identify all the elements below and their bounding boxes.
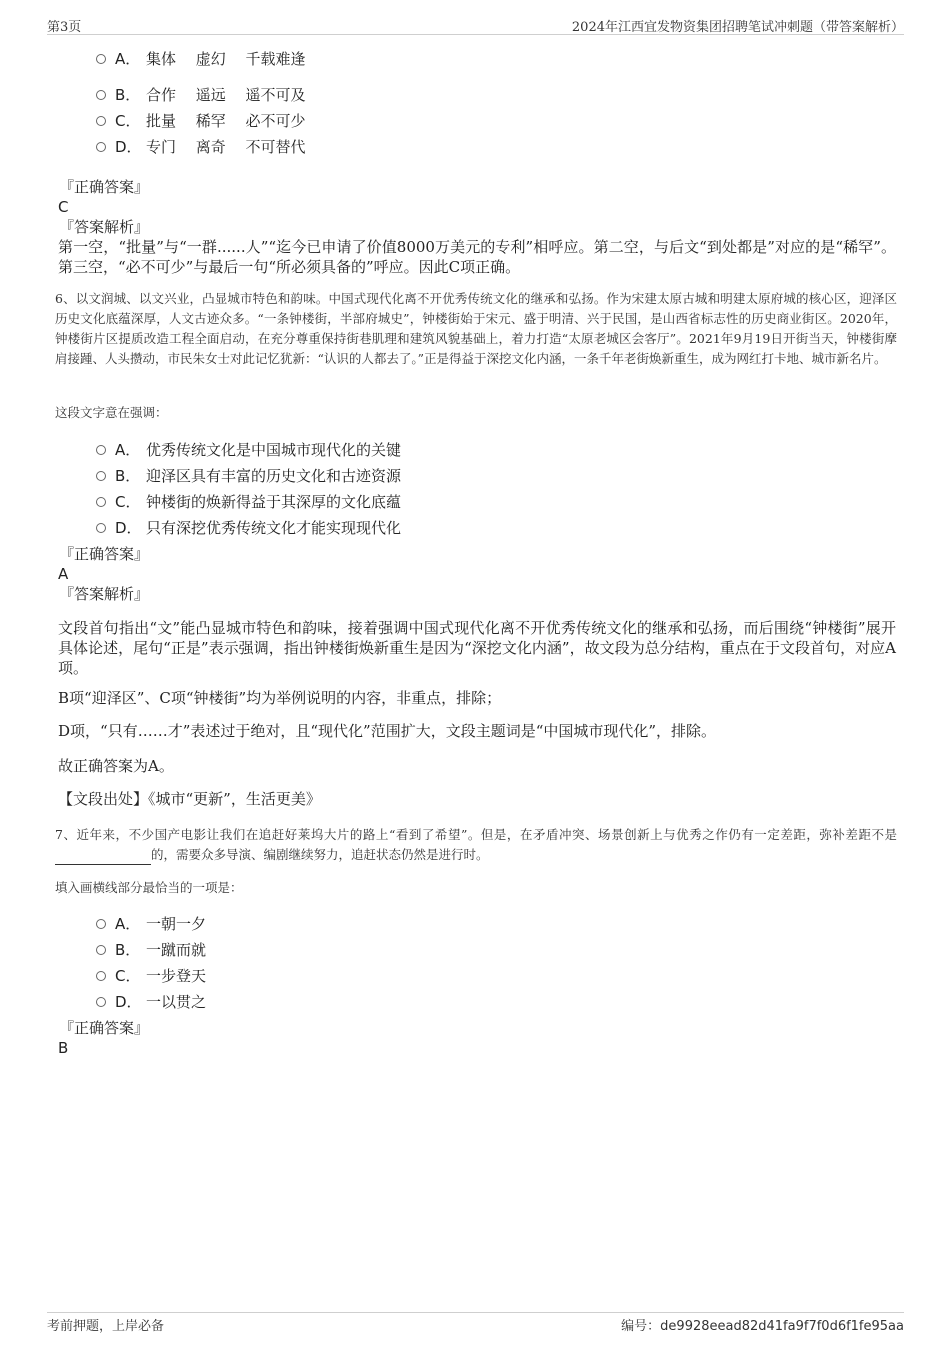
q5-option-b[interactable]: B． 合作 遥远 遥不可及 <box>96 82 306 108</box>
radio-icon[interactable] <box>96 90 106 100</box>
q5-answer: C <box>58 198 69 216</box>
q5-analysis-label: 『答案解析』 <box>59 218 150 236</box>
document-code: 编号：de9928eead82d41fa9f7f0d6f1fe95aa <box>621 1319 904 1334</box>
q7-answer: B <box>58 1039 69 1057</box>
radio-icon[interactable] <box>96 497 106 507</box>
radio-icon[interactable] <box>96 945 106 955</box>
q6-option-c[interactable]: C． 钟楼街的焕新得益于其深厚的文化底蕴 <box>96 489 401 515</box>
q5-answer-label: 『正确答案』 <box>59 178 150 196</box>
radio-icon[interactable] <box>96 919 106 929</box>
q6-stem: 6、以文润城、以文兴业，凸显城市特色和韵味。中国式现代化离不开优秀传统文化的继承和弘扬。作为宋建太原古城和明建太原府城的核心区，迎泽区历史文化底蕴深厚，人文古迹众多。“一条钟楼街，半部府城史”，钟楼街始于宋元、盛于明清、兴于民国，是山西省标志性的历史商业街区。2020年，钟楼街片区提质改造工程全面启动，在充分尊重保持街巷肌理和建筑风貌基础上，着力打造“太原老城区会客厅”。2021年9月19日开街当天，钟楼街摩肩接踵、人头攒动，市民朱女士对此记忆犹新：“认识的人都去了。”正是得益于深挖文化内涵，一条千年老街焕新重生，成为网红打卡地、城市新名片。 <box>55 291 897 366</box>
radio-icon[interactable] <box>96 116 106 126</box>
q7-options <box>96 911 206 1015</box>
q6-prompt: 这段文字意在强调： <box>55 405 168 420</box>
q7-stem: 7、近年来，不少国产电影让我们在追赶好莱坞大片的路上“看到了希望”。但是，在矛盾冲突、场景创新上与优秀之作仍有一定差距，弥补差距不是的，需要众多导演、编剧继续努力，追赶状态仍然是进行时。 <box>55 825 897 865</box>
radio-icon[interactable] <box>96 142 106 152</box>
q6-analysis-paragraph-4: 故正确答案为A。 <box>58 757 174 775</box>
document-title: 2024年江西宜发物资集团招聘笔试冲刺题（带答案解析） <box>571 20 904 35</box>
q6-option-b[interactable]: B． 迎泽区具有丰富的历史文化和古迹资源 <box>96 463 401 489</box>
q5-option-d[interactable]: D． 专门 离奇 不可替代 <box>96 134 306 160</box>
q6-option-d[interactable]: D． 只有深挖优秀传统文化才能实现现代化 <box>96 515 401 541</box>
q6-answer-label: 『正确答案』 <box>59 545 150 563</box>
page-number: 第3页 <box>47 20 82 35</box>
q6-answer: A <box>58 565 69 583</box>
footer-slogan: 考前押题，上岸必备 <box>47 1319 165 1334</box>
radio-icon[interactable] <box>96 471 106 481</box>
q5-analysis: 第一空，“批量”与“一群......人”“迄今已申请了价值8000万美元的专利”相呼应。第二空，与后文“到处都是”对应的是“稀罕”。第三空，“必不可少”与最后一句“所必须具备的”呼应。因此C项正确。 <box>58 238 896 276</box>
fill-blank <box>55 850 151 865</box>
radio-icon[interactable] <box>96 997 106 1007</box>
q7-option-d[interactable]: D． 一以贯之 <box>96 989 206 1015</box>
q5-option-c[interactable]: C． 批量 稀罕 必不可少 <box>96 108 306 134</box>
q5-options-rest <box>96 82 306 160</box>
q6-option-a[interactable]: A． 优秀传统文化是中国城市现代化的关键 <box>96 437 401 463</box>
q6-options <box>96 437 401 541</box>
q6-analysis-paragraph-2: B项“迎泽区”、C项“钟楼街”均为举例说明的内容，非重点，排除； <box>58 689 502 707</box>
q7-answer-label: 『正确答案』 <box>59 1019 150 1037</box>
radio-icon[interactable] <box>96 971 106 981</box>
page-header <box>47 14 904 35</box>
q7-option-b[interactable]: B． 一蹴而就 <box>96 937 206 963</box>
radio-icon[interactable] <box>96 523 106 533</box>
radio-icon[interactable] <box>96 54 106 64</box>
q7-prompt: 填入画横线部分最恰当的一项是： <box>55 880 243 895</box>
q7-option-a[interactable]: A． 一朝一夕 <box>96 911 206 937</box>
q6-analysis-label: 『答案解析』 <box>59 585 150 603</box>
q7-option-c[interactable]: C． 一步登天 <box>96 963 206 989</box>
q6-analysis-paragraph-1: 文段首句指出“文”能凸显城市特色和韵味，接着强调中国式现代化离不开优秀传统文化的继承和弘扬，而后围绕“钟楼街”展开具体论述，尾句“正是”表示强调，指出钟楼街焕新重生是因为“深挖文化内涵”，故文段为总分结构，重点在于文段首句，对应A项。 <box>58 619 896 677</box>
q5-option-a[interactable]: A． 集体 虚幻 千载难逢 <box>96 46 306 72</box>
q6-analysis-paragraph-3: D项，“只有……才”表述过于绝对，且“现代化”范围扩大，文段主题词是“中国城市现代化”，排除。 <box>58 722 717 740</box>
page-footer <box>47 1312 904 1337</box>
q5-options <box>96 46 306 72</box>
radio-icon[interactable] <box>96 445 106 455</box>
q6-source: 【文段出处】《城市“更新”，生活更美》 <box>58 790 321 808</box>
